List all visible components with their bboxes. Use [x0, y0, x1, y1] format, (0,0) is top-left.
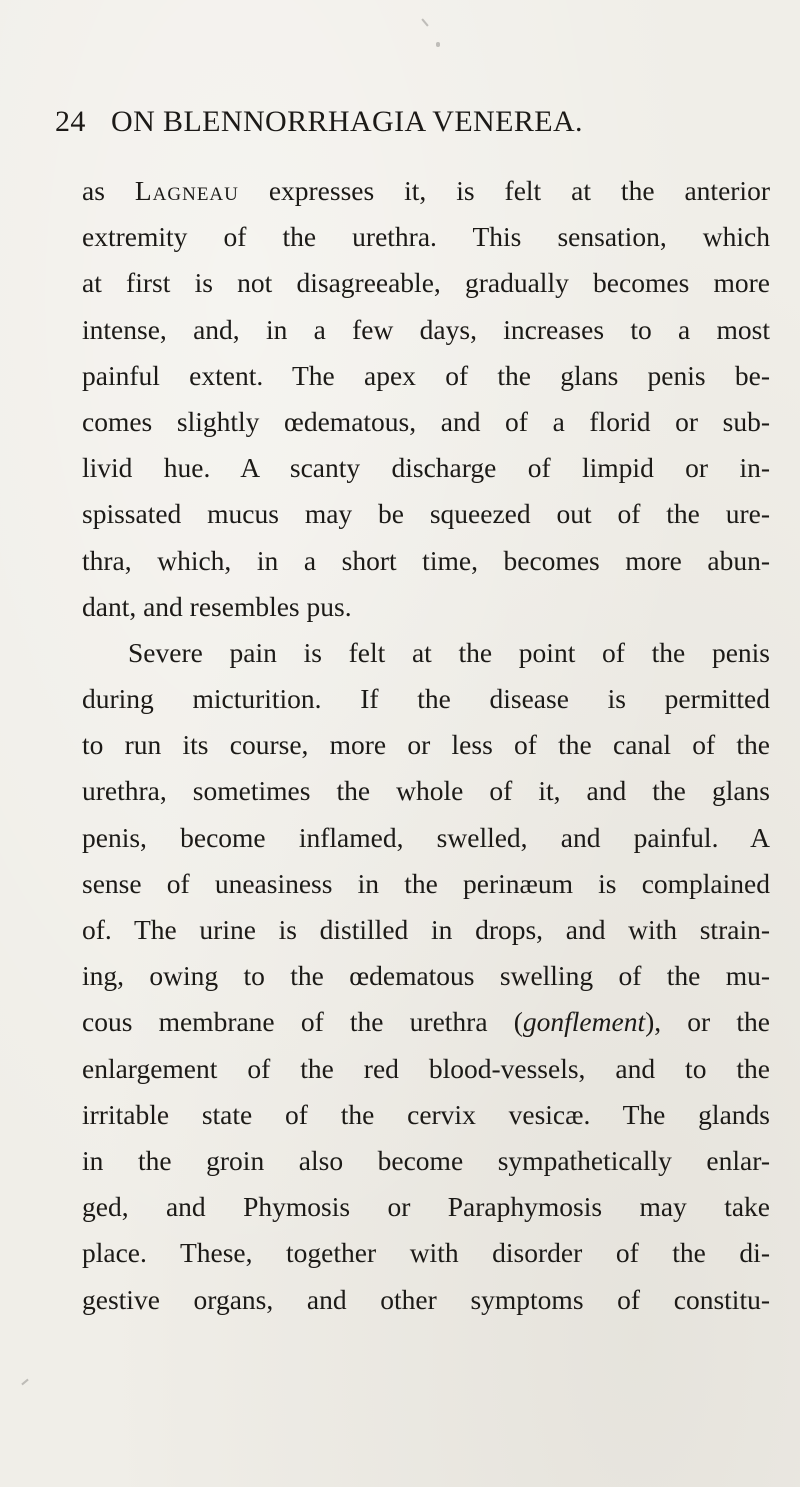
text-line: extremity of the urethra. This sensation, which	[82, 221, 770, 253]
body-text	[82, 168, 770, 1323]
text-line: sense of uneasiness in the perinæum is complained	[82, 867, 770, 899]
running-head	[55, 96, 755, 148]
paper-speck	[436, 42, 440, 47]
paper-speck	[421, 18, 428, 26]
text-line: spissated mucus may be squeezed out of the ure-	[82, 498, 770, 530]
text-line: at first is not disagreeable, gradually becomes more	[82, 267, 770, 299]
text-line: during micturition. If the disease is permitted	[82, 683, 770, 715]
text-line: urethra, sometimes the whole of it, and the glans	[82, 775, 770, 807]
text-line: irritable state of the cervix vesicæ. The glands	[82, 1098, 770, 1130]
text-line: dant, and resembles pus.	[82, 590, 352, 622]
text-line: cous membrane of the urethra (gonflement), or the	[82, 1006, 770, 1038]
text-line: enlargement of the red blood-vessels, and to the	[82, 1052, 770, 1084]
text-line: livid hue. A scanty discharge of limpid or in-	[82, 452, 770, 484]
text-line: painful extent. The apex of the glans penis be-	[82, 359, 770, 391]
italic-term: gonflement	[522, 1006, 646, 1038]
paper-speck	[21, 1379, 28, 1386]
text-line: ing, owing to the œdematous swelling of the mu-	[82, 960, 770, 992]
text-line: intense, and, in a few days, increases to a most	[82, 313, 770, 345]
text-line: thra, which, in a short time, becomes more abun-	[82, 544, 770, 576]
author-name: Lagneau	[134, 175, 239, 206]
text-line: place. These, together with disorder of the di-	[82, 1237, 770, 1269]
text-line: gestive organs, and other symptoms of constitu-	[82, 1283, 770, 1315]
paragraph-start: Severe pain is felt at the point of the penis	[128, 636, 770, 668]
text-line: in the groin also become sympathetically enlar-	[82, 1144, 770, 1176]
running-title: ON BLENNORRHAGIA VENEREA.	[111, 105, 583, 138]
page-number: 24	[55, 105, 86, 138]
text-line: of. The urine is distilled in drops, and with strain-	[82, 914, 770, 945]
text-line: ged, and Phymosis or Paraphymosis may take	[82, 1191, 770, 1223]
text-line: penis, become inflamed, swelled, and painful. A	[82, 821, 770, 853]
text-line: comes slightly œdematous, and of a florid or sub-	[82, 405, 770, 437]
text-line: to run its course, more or less of the canal of the	[82, 729, 770, 761]
text-line: as Lagneau expresses it, is felt at the anterior	[82, 175, 770, 206]
